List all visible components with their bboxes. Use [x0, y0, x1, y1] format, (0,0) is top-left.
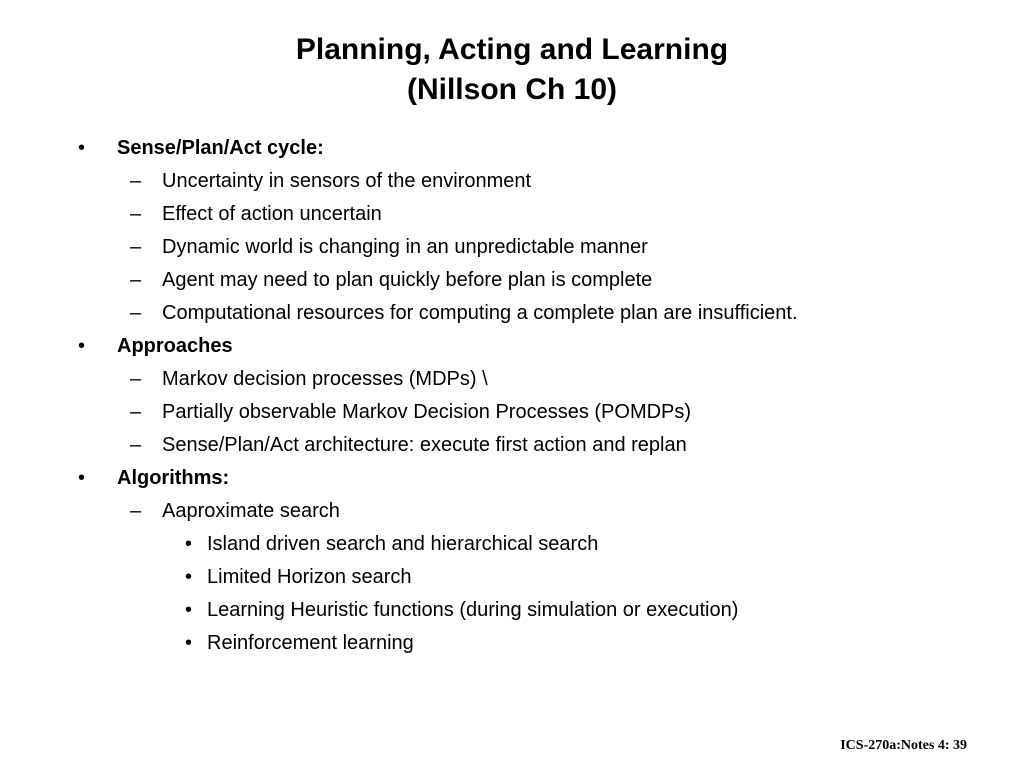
- bullet-list: [0, 132, 1024, 660]
- list-item: [0, 198, 1024, 231]
- bullet-marker: •: [185, 533, 193, 555]
- list-item-text: Partially observable Markov Decision Processes (POMDPs): [162, 401, 692, 423]
- bullet-marker: •: [185, 632, 193, 654]
- list-item-text: Uncertainty in sensors of the environment: [162, 170, 532, 192]
- dash-marker: –: [130, 269, 142, 291]
- dash-marker: –: [130, 203, 142, 225]
- list-item: [0, 297, 1024, 330]
- slide-title: [0, 30, 1024, 110]
- list-item-text: Dynamic world is changing in an unpredictable manner: [162, 236, 648, 258]
- list-item-text: Aaproximate search: [162, 500, 340, 522]
- dash-marker: –: [130, 302, 142, 324]
- list-item-text: Markov decision processes (MDPs) \: [162, 368, 488, 390]
- section-heading-sense-plan-act: [0, 132, 1024, 165]
- bullet-marker: •: [78, 137, 86, 159]
- sub-list-item-text: Limited Horizon search: [207, 566, 412, 588]
- list-item: [0, 264, 1024, 297]
- section-heading-text: Algorithms:: [117, 467, 230, 489]
- sub-list-item: [0, 528, 1024, 561]
- dash-marker: –: [130, 368, 142, 390]
- list-item: [0, 396, 1024, 429]
- dash-marker: –: [130, 500, 142, 522]
- sub-list-item-text: Island driven search and hierarchical search: [207, 533, 599, 555]
- sub-list-item: [0, 594, 1024, 627]
- bullet-marker: •: [78, 467, 86, 489]
- list-item-text: Computational resources for computing a complete plan are insufficient.: [162, 302, 798, 324]
- list-item-text: Sense/Plan/Act architecture: execute first action and replan: [162, 434, 687, 456]
- list-item: [0, 429, 1024, 462]
- title-line-1: Planning, Acting and Learning: [295, 33, 729, 66]
- section-heading-algorithms: [0, 462, 1024, 495]
- list-item-text: Effect of action uncertain: [162, 203, 382, 225]
- list-item: [0, 495, 1024, 528]
- sub-list-item-text: Reinforcement learning: [207, 632, 414, 654]
- slide-footer: ICS-270a:Notes 4: 39: [840, 738, 967, 753]
- section-heading-text: Sense/Plan/Act cycle:: [117, 137, 324, 159]
- list-item: [0, 363, 1024, 396]
- list-item: [0, 165, 1024, 198]
- bullet-marker: •: [185, 599, 193, 621]
- sub-list-item-text: Learning Heuristic functions (during simulation or execution): [207, 599, 739, 621]
- list-item-text: Agent may need to plan quickly before plan is complete: [162, 269, 653, 291]
- title-line-2: (Nillson Ch 10): [406, 73, 617, 106]
- bullet-marker: •: [185, 566, 193, 588]
- bullet-marker: •: [78, 335, 86, 357]
- list-item: [0, 231, 1024, 264]
- sub-list-item: [0, 561, 1024, 594]
- sub-list-item: [0, 627, 1024, 660]
- dash-marker: –: [130, 401, 142, 423]
- section-heading-text: Approaches: [117, 335, 233, 357]
- dash-marker: –: [130, 434, 142, 456]
- section-heading-approaches: [0, 330, 1024, 363]
- dash-marker: –: [130, 170, 142, 192]
- dash-marker: –: [130, 236, 142, 258]
